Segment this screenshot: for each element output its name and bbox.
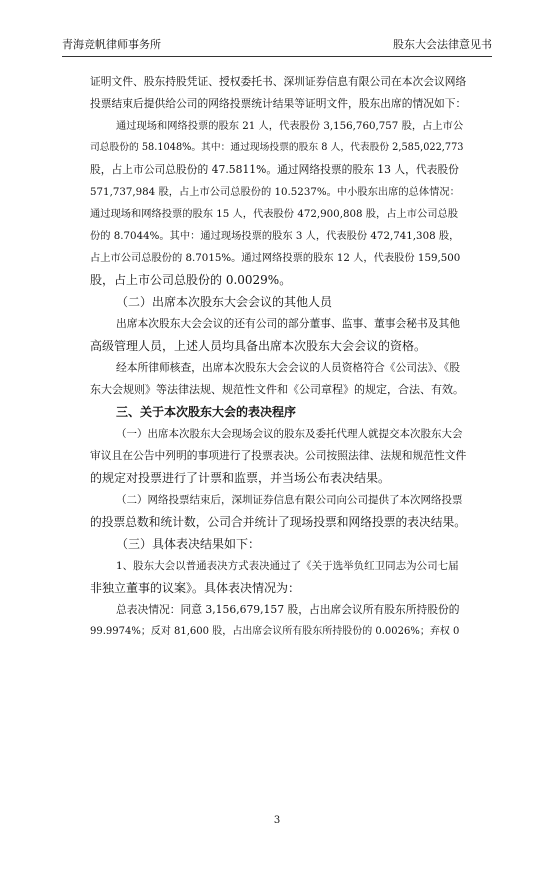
- text-line: 99.9974%；反对 81,600 股，占出席会议所有股东所持股份的 0.0026%；弃权 0: [90, 626, 460, 637]
- text-line: 的规定对投票进行了计票和监票，并当场公布表决结果。: [90, 471, 391, 485]
- page-number: 3: [273, 815, 281, 826]
- text-line: 股，占上市公司总股份的 47.5811%。通过网络投票的股东 13 人，代表股份: [90, 163, 459, 176]
- section-heading: 三、关于本次股东大会的表决程序: [116, 405, 297, 419]
- text-line: 证明文件、股东持股凭证、授权委托书、深圳证券信息有限公司在本次会议网络: [90, 75, 467, 88]
- text-line: 总表决情况：同意 3,156,679,157 股，占出席会议所有股东所持股份的: [116, 603, 460, 616]
- text-line: 通过现场和网络投票的股东 15 人，代表股份 472,900,808 股，占上市公司总股: [90, 208, 459, 220]
- text-line: 高级管理人员，上述人员均具备出席本次股东大会会议的资格。: [90, 339, 427, 353]
- text-line: 审议且在公告中列明的事项进行了投票表决。公司按照法律、法规和规范性文件: [90, 449, 467, 462]
- text-line: 东大会规则》等法律法规、规范性文件和《公司章程》的规定，合法、有效。: [90, 383, 464, 396]
- text-line: 经本所律师核查，出席本次股东大会会议的人员资格符合《公司法》、《股: [116, 361, 461, 374]
- text-line: （二）出席本次股东大会会议的其他人员: [116, 295, 333, 309]
- text-line: （一）出席本次股东大会现场会议的股东及委托代理人就提交本次股东大会: [116, 428, 463, 440]
- text-line: 股，占上市公司总股份的 0.0029%。: [90, 273, 292, 287]
- text-line: （二）网络投票结束后，深圳证券信息有限公司向公司提供了本次网络投票: [116, 494, 463, 506]
- text-line: （三）具体表决结果如下：: [116, 537, 261, 551]
- text-line: 占上市公司总股份的 8.7015%。通过网络投票的股东 12 人，代表股份 159,500: [90, 252, 461, 264]
- header-firm-name: 青海竞帆律师事务所: [62, 38, 161, 51]
- text-line: 非独立董事的议案》。具体表决情况为：: [90, 581, 301, 595]
- text-line: 份的 8.7044%。其中：通过现场投票的股东 3 人，代表股份 472,741,308 股，: [90, 230, 460, 242]
- header-document-title: 股东大会法律意见书: [393, 38, 492, 51]
- text-line: 通过现场和网络投票的股东 21 人，代表股份 3,156,760,757 股，占上市公: [116, 120, 464, 132]
- text-line: 的投票总数和统计数，公司合并统计了现场投票和网络投票的表决结果。: [90, 515, 466, 529]
- text-line: 出席本次股东大会会议的还有公司的部分董事、监事、董事会秘书及其他: [116, 317, 461, 330]
- text-line: 1、股东大会以普通表决方式表决通过了《关于选举负红卫同志为公司七届: [116, 560, 459, 572]
- text-line: 投票结束后提供给公司的网络投票统计结果等证明文件，股东出席的情况如下：: [90, 97, 467, 110]
- document-body: [90, 71, 466, 643]
- text-line: 571,737,984 股，占上市公司总股份的 10.5237%。中小股东出席的总体情况：: [90, 186, 460, 198]
- page-header: [62, 34, 492, 57]
- text-line: 司总股份的 58.1048%。其中：通过现场投票的股东 8 人，代表股份 2,585,022,773: [90, 142, 464, 153]
